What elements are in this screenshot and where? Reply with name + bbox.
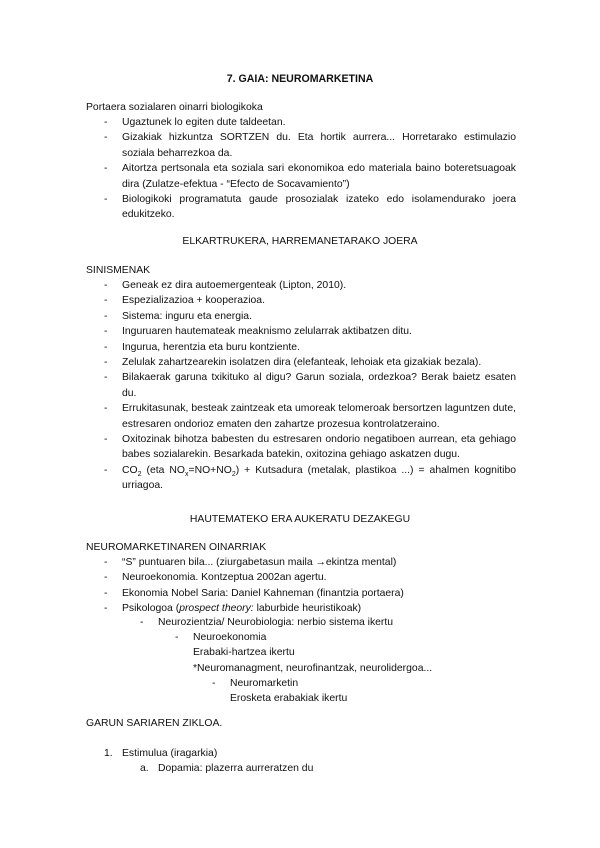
- dash-marker: -: [104, 280, 108, 291]
- nested-item-neurozientzia: Neurozientzia/ Neurobiologia: nerbio sistema ikertu: [158, 617, 394, 628]
- center-heading-elkartrukera: ELKARTRUKERA, HARREMANETARAKO JOERA: [182, 236, 418, 247]
- center-heading-hautemateko: HAUTEMATEKO ERA AUKERATU DEZAKEGU: [189, 514, 411, 525]
- list-item: - “S” puntuaren bila... (ziurgabetasun maila →ekintza mental): [86, 555, 516, 570]
- dash-marker: -: [104, 194, 108, 206]
- nested-item-neuromanagment: *Neuromanagment, neurofinantzak, neurolidergoa...: [193, 662, 433, 674]
- dash-marker: -: [104, 295, 108, 307]
- dash-marker: -: [104, 434, 108, 446]
- nested-item-erosketa: Erosketa erabakiak ikertu: [230, 693, 348, 705]
- dash-marker: -: [104, 341, 108, 353]
- list-item: - Neuroekonomia. Kontzeptua 2002an agertu.: [86, 570, 516, 585]
- dash-marker: -: [104, 372, 108, 384]
- list-item: - Espezializazioa + kooperazioa.: [86, 293, 516, 308]
- dash-marker: -: [104, 357, 108, 369]
- list-item: - Sistema: inguru eta energia.: [86, 309, 516, 324]
- nested-level-1: [140, 615, 393, 630]
- list-item: - Oxitozinak bihotza babesten du estresaren ondorio negatiboen aurrean, eta gehiago babes sozialarekin. Besarkada batekin, oxitozina gehiago askatzen dugu.: [86, 432, 516, 463]
- nested-item-neuroekonomia: Neuroekonomia: [193, 632, 267, 643]
- list-item: - Biologikoki programatuta gaude prosozialak izateko edo isolamendurako joera edukitzeko.: [86, 192, 516, 223]
- list-item: - Ugaztunek lo egiten dute taldeetan.: [86, 115, 516, 130]
- list-item: - Errukitasunak, besteak zaintzeak eta umoreak telomeroak bersortzen laguntzen dute, estresaren ondorioz ematen den zahartze prozesua kontrolatzeraino.: [86, 401, 516, 432]
- letter-marker: a.: [140, 763, 149, 774]
- list-item: - Zelulak zahartzearekin isolatzen dira (elefanteak, lehoiak eta gizakiak bezala).: [86, 355, 516, 370]
- list-item: - Geneak ez dira autoemergenteak (Lipton, 2010).: [86, 278, 516, 293]
- list-item-co2: - $CO_2$ (eta $NO_x=NO+NO_2$) + Kutsadura (metalak, plastikoa ...) = ahalmen kognitibo urriagoa.: [86, 463, 516, 494]
- dash-marker: -: [104, 603, 108, 615]
- dash-marker: -: [104, 572, 108, 584]
- bullet-list-portaera: [86, 115, 516, 223]
- number-marker: 1.: [104, 748, 113, 759]
- nested-level-2: [175, 630, 432, 676]
- bullet-list-neuromarketina: [86, 555, 516, 617]
- section-heading-portaera: Portaera sozialaren oinarri biologikoka: [86, 102, 263, 113]
- dash-marker: -: [104, 403, 108, 415]
- dash-marker: -: [104, 326, 108, 338]
- section-heading-sinismenak: SINISMENAK: [86, 265, 151, 276]
- list-item: - Ingurua, herentzia eta buru kontziente.: [86, 340, 516, 355]
- list-item: - Gizakiak hizkuntza SORTZEN du. Eta hortik aurrera... Horretarako estimulazio soziala beharrezkoa da.: [86, 130, 516, 161]
- page-title: 7. GAIA: NEUROMARKETINA: [226, 73, 374, 85]
- dash-marker: -: [104, 557, 108, 568]
- list-item-psikologoa: - Psikologoa (prospect theory: laburbide heuristikoak): [86, 601, 516, 616]
- dash-marker: -: [104, 163, 108, 175]
- list-item: - Bilakaerak garuna txikituko al digu? Garun soziala, ordezkoa? Berak baietz esaten du.: [86, 370, 516, 401]
- bullet-list-sinismenak: [86, 278, 516, 494]
- dash-marker: -: [104, 310, 108, 322]
- nested-item-erabaki: Erabaki-hartzea ikertu: [193, 647, 295, 659]
- dash-marker: -: [175, 632, 179, 643]
- section-heading-garun: GARUN SARIAREN ZIKLOA.: [86, 718, 223, 729]
- dash-marker: -: [104, 464, 108, 476]
- list-item: - Ekonomia Nobel Saria: Daniel Kahneman (finantzia portaera): [86, 586, 516, 601]
- nested-item-neuromarketin: Neuromarketin: [230, 678, 299, 689]
- lettered-item-a: a. Dopamia: plazerra aurreratzen du: [140, 761, 313, 776]
- dash-marker: -: [212, 678, 216, 689]
- dash-marker: -: [104, 132, 108, 144]
- list-item: - Aitortza pertsonala eta soziala sari ekonomikoa edo materiala baino boteretsuagoak dira (Zulatze-efektua - “Efecto de Socavamiento”): [86, 161, 516, 192]
- list-item: - Inguruaren hautemateak meaknismo zelularrak aktibatzen ditu.: [86, 324, 516, 339]
- section-heading-neuromarketina: NEUROMARKETINAREN OINARRIAK: [86, 542, 267, 553]
- numbered-item-1: 1. Estimulua (iragarkia): [104, 746, 217, 761]
- dash-marker: -: [104, 117, 108, 128]
- nested-level-3: [212, 676, 347, 707]
- dash-marker: -: [104, 587, 108, 599]
- dash-marker: -: [140, 617, 144, 628]
